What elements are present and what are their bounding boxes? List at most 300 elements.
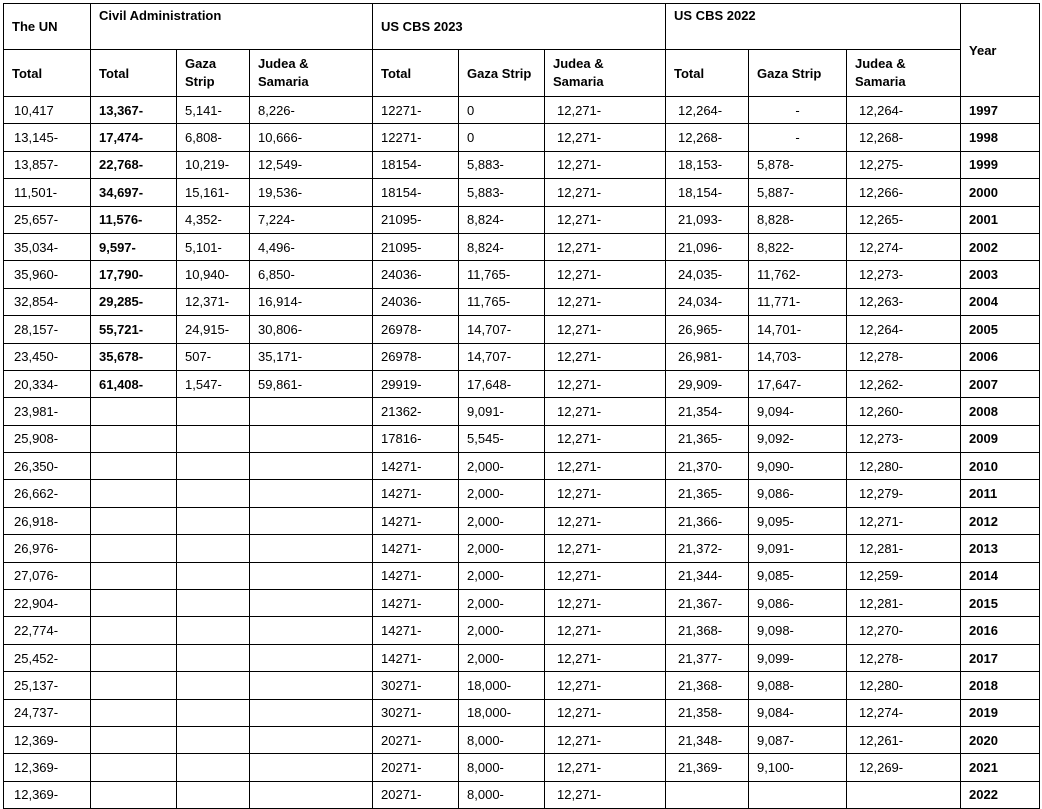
- table-row: [4, 124, 1040, 151]
- cell-cbs2022-gaza: 9,088-: [749, 672, 847, 699]
- cell-cbs2023-judea-samaria: 12,271-: [545, 562, 666, 589]
- cell-un-total: 22,904-: [4, 590, 91, 617]
- cell-year: 2000: [961, 179, 1040, 206]
- cell-year: 2006: [961, 343, 1040, 370]
- cell-cbs2022-gaza: 14,703-: [749, 343, 847, 370]
- table-row: [4, 644, 1040, 671]
- cell-cbs2023-gaza: 17,648-: [459, 370, 545, 397]
- subheader-cbs2023-total: Total: [373, 50, 459, 97]
- table-row: [4, 179, 1040, 206]
- cell-un-total: 26,918-: [4, 507, 91, 534]
- subheader-cbs2023-gaza: Gaza Strip: [459, 50, 545, 97]
- cell-civil-total: [91, 480, 177, 507]
- cell-cbs2022-judea-samaria: 12,269-: [847, 754, 961, 781]
- cell-civil-judea-samaria: [250, 726, 373, 753]
- header-us-cbs-2023: US CBS 2023: [373, 4, 666, 50]
- table-row: [4, 453, 1040, 480]
- cell-cbs2022-total: 21,372-: [666, 535, 749, 562]
- cell-year: 2003: [961, 261, 1040, 288]
- cell-cbs2022-gaza: 9,086-: [749, 480, 847, 507]
- cell-cbs2023-total: 18154-: [373, 151, 459, 178]
- cell-civil-total: 17,790-: [91, 261, 177, 288]
- cell-cbs2022-total: 21,368-: [666, 617, 749, 644]
- cell-cbs2023-total: 21095-: [373, 206, 459, 233]
- subheader-civil-total: Total: [91, 50, 177, 97]
- cell-year: 2016: [961, 617, 1040, 644]
- table-row: [4, 206, 1040, 233]
- table-row: [4, 316, 1040, 343]
- cell-cbs2022-gaza: 9,091-: [749, 535, 847, 562]
- cell-civil-judea-samaria: 12,549-: [250, 151, 373, 178]
- cell-cbs2023-gaza: 0: [459, 124, 545, 151]
- cell-cbs2023-judea-samaria: 12,271-: [545, 672, 666, 699]
- cell-cbs2022-total: 21,358-: [666, 699, 749, 726]
- cell-civil-total: 11,576-: [91, 206, 177, 233]
- cell-cbs2023-total: 20271-: [373, 781, 459, 808]
- cell-cbs2022-judea-samaria: 12,264-: [847, 316, 961, 343]
- subheader-cbs2023-js-text: Judea & Samaria: [553, 56, 604, 89]
- cell-cbs2022-gaza: 9,090-: [749, 453, 847, 480]
- cell-civil-judea-samaria: 19,536-: [250, 179, 373, 206]
- cell-civil-gaza: [177, 754, 250, 781]
- cell-civil-gaza: [177, 590, 250, 617]
- table-row: [4, 699, 1040, 726]
- cell-un-total: 11,501-: [4, 179, 91, 206]
- table-row: [4, 754, 1040, 781]
- cell-civil-total: [91, 398, 177, 425]
- cell-civil-total: 34,697-: [91, 179, 177, 206]
- cell-civil-judea-samaria: [250, 535, 373, 562]
- cell-cbs2022-judea-samaria: [847, 781, 961, 808]
- subheader-cbs2022-judea-samaria: [847, 50, 961, 97]
- cell-civil-gaza: 4,352-: [177, 206, 250, 233]
- cell-un-total: 12,369-: [4, 726, 91, 753]
- cell-cbs2023-gaza: 5,883-: [459, 151, 545, 178]
- table-row: [4, 343, 1040, 370]
- cell-cbs2022-total: 21,369-: [666, 754, 749, 781]
- cell-cbs2023-total: 14271-: [373, 453, 459, 480]
- subheader-cbs2022-gaza: Gaza Strip: [749, 50, 847, 97]
- cell-cbs2023-judea-samaria: 12,271-: [545, 535, 666, 562]
- cell-civil-total: [91, 672, 177, 699]
- cell-cbs2023-judea-samaria: 12,271-: [545, 288, 666, 315]
- cell-cbs2023-gaza: 2,000-: [459, 590, 545, 617]
- cell-cbs2022-judea-samaria: 12,281-: [847, 590, 961, 617]
- table-row: [4, 233, 1040, 260]
- cell-civil-total: 61,408-: [91, 370, 177, 397]
- cell-cbs2022-judea-samaria: 12,278-: [847, 343, 961, 370]
- table-row: [4, 288, 1040, 315]
- cell-year: 2001: [961, 206, 1040, 233]
- cell-un-total: 22,774-: [4, 617, 91, 644]
- cell-cbs2023-gaza: 8,000-: [459, 781, 545, 808]
- cell-year: 2017: [961, 644, 1040, 671]
- cell-civil-judea-samaria: 35,171-: [250, 343, 373, 370]
- cell-cbs2022-gaza: 9,098-: [749, 617, 847, 644]
- table-row: [4, 562, 1040, 589]
- cell-year: 2021: [961, 754, 1040, 781]
- cell-cbs2022-judea-samaria: 12,273-: [847, 261, 961, 288]
- cell-civil-gaza: [177, 672, 250, 699]
- table-row: [4, 781, 1040, 808]
- cell-cbs2023-judea-samaria: 12,271-: [545, 644, 666, 671]
- cell-civil-gaza: 5,141-: [177, 97, 250, 124]
- cell-civil-total: 35,678-: [91, 343, 177, 370]
- cell-civil-total: [91, 726, 177, 753]
- cell-civil-judea-samaria: [250, 398, 373, 425]
- cell-civil-total: 29,285-: [91, 288, 177, 315]
- cell-cbs2022-total: 29,909-: [666, 370, 749, 397]
- cell-cbs2023-gaza: 18,000-: [459, 672, 545, 699]
- cell-cbs2022-gaza: 8,822-: [749, 233, 847, 260]
- cell-un-total: 26,350-: [4, 453, 91, 480]
- cell-civil-gaza: [177, 480, 250, 507]
- cell-cbs2023-total: 21362-: [373, 398, 459, 425]
- cell-cbs2023-total: 24036-: [373, 288, 459, 315]
- cell-cbs2022-total: 12,268-: [666, 124, 749, 151]
- cell-civil-judea-samaria: [250, 507, 373, 534]
- cell-cbs2022-total: 21,348-: [666, 726, 749, 753]
- cell-cbs2023-total: 14271-: [373, 480, 459, 507]
- cell-cbs2023-total: 24036-: [373, 261, 459, 288]
- cell-cbs2022-judea-samaria: 12,270-: [847, 617, 961, 644]
- cell-year: 1999: [961, 151, 1040, 178]
- cell-civil-judea-samaria: [250, 754, 373, 781]
- cell-cbs2022-judea-samaria: 12,274-: [847, 699, 961, 726]
- cell-year: 2012: [961, 507, 1040, 534]
- cell-civil-total: 55,721-: [91, 316, 177, 343]
- cell-cbs2023-gaza: 2,000-: [459, 644, 545, 671]
- cell-cbs2023-gaza: 8,824-: [459, 233, 545, 260]
- cell-cbs2023-total: 20271-: [373, 754, 459, 781]
- cell-civil-judea-samaria: [250, 699, 373, 726]
- cell-cbs2022-judea-samaria: 12,273-: [847, 425, 961, 452]
- cell-un-total: 23,981-: [4, 398, 91, 425]
- cell-civil-judea-samaria: [250, 672, 373, 699]
- cell-cbs2023-total: 17816-: [373, 425, 459, 452]
- cell-cbs2022-total: 21,367-: [666, 590, 749, 617]
- cell-cbs2023-judea-samaria: 12,271-: [545, 480, 666, 507]
- cell-cbs2022-gaza: 9,087-: [749, 726, 847, 753]
- cell-un-total: 25,137-: [4, 672, 91, 699]
- cell-cbs2022-total: 21,093-: [666, 206, 749, 233]
- cell-civil-gaza: 10,940-: [177, 261, 250, 288]
- cell-cbs2022-total: 21,365-: [666, 425, 749, 452]
- cell-un-total: 23,450-: [4, 343, 91, 370]
- cell-cbs2022-gaza: -: [749, 97, 847, 124]
- cell-cbs2022-judea-samaria: 12,266-: [847, 179, 961, 206]
- cell-civil-gaza: [177, 453, 250, 480]
- cell-cbs2022-total: 26,981-: [666, 343, 749, 370]
- cell-cbs2022-judea-samaria: 12,260-: [847, 398, 961, 425]
- cell-civil-judea-samaria: 4,496-: [250, 233, 373, 260]
- cell-cbs2023-judea-samaria: 12,271-: [545, 124, 666, 151]
- table-header: [4, 4, 1040, 97]
- cell-cbs2023-total: 29919-: [373, 370, 459, 397]
- cell-un-total: 25,452-: [4, 644, 91, 671]
- cell-cbs2022-total: 26,965-: [666, 316, 749, 343]
- cell-year: 1997: [961, 97, 1040, 124]
- cell-cbs2023-gaza: 5,545-: [459, 425, 545, 452]
- cell-cbs2022-judea-samaria: 12,280-: [847, 672, 961, 699]
- cell-civil-total: 13,367-: [91, 97, 177, 124]
- table-row: [4, 261, 1040, 288]
- cell-civil-judea-samaria: [250, 617, 373, 644]
- cell-civil-judea-samaria: [250, 453, 373, 480]
- cell-cbs2023-judea-samaria: 12,271-: [545, 590, 666, 617]
- cell-cbs2023-total: 14271-: [373, 507, 459, 534]
- cell-civil-judea-samaria: 16,914-: [250, 288, 373, 315]
- cell-civil-gaza: 507-: [177, 343, 250, 370]
- cell-cbs2022-total: 21,365-: [666, 480, 749, 507]
- cell-cbs2023-judea-samaria: 12,271-: [545, 233, 666, 260]
- cell-un-total: 26,662-: [4, 480, 91, 507]
- header-civil-administration: Civil Administration: [91, 4, 373, 50]
- cell-civil-judea-samaria: 10,666-: [250, 124, 373, 151]
- cell-cbs2023-judea-samaria: 12,271-: [545, 699, 666, 726]
- cell-un-total: 32,854-: [4, 288, 91, 315]
- cell-cbs2023-gaza: 2,000-: [459, 507, 545, 534]
- cell-cbs2023-total: 18154-: [373, 179, 459, 206]
- cell-cbs2022-total: 24,035-: [666, 261, 749, 288]
- cell-cbs2023-gaza: 2,000-: [459, 562, 545, 589]
- cell-civil-gaza: 15,161-: [177, 179, 250, 206]
- cell-year: 2022: [961, 781, 1040, 808]
- cell-un-total: 13,857-: [4, 151, 91, 178]
- cell-cbs2022-judea-samaria: 12,262-: [847, 370, 961, 397]
- cell-cbs2022-total: [666, 781, 749, 808]
- cell-cbs2023-judea-samaria: 12,271-: [545, 261, 666, 288]
- cell-un-total: 26,976-: [4, 535, 91, 562]
- cell-year: 2011: [961, 480, 1040, 507]
- cell-cbs2023-judea-samaria: 12,271-: [545, 453, 666, 480]
- cell-civil-total: [91, 562, 177, 589]
- cell-cbs2022-total: 21,370-: [666, 453, 749, 480]
- subheader-civil-js-text: Judea & Samaria: [258, 56, 309, 89]
- cell-civil-gaza: [177, 535, 250, 562]
- cell-civil-judea-samaria: [250, 480, 373, 507]
- cell-un-total: 24,737-: [4, 699, 91, 726]
- cell-cbs2022-gaza: 9,095-: [749, 507, 847, 534]
- cell-cbs2022-gaza: 8,828-: [749, 206, 847, 233]
- data-table: [3, 3, 1040, 809]
- cell-un-total: 12,369-: [4, 781, 91, 808]
- cell-civil-gaza: [177, 726, 250, 753]
- cell-cbs2023-judea-samaria: 12,271-: [545, 726, 666, 753]
- cell-cbs2023-gaza: 11,765-: [459, 261, 545, 288]
- cell-cbs2023-judea-samaria: 12,271-: [545, 425, 666, 452]
- cell-cbs2022-judea-samaria: 12,271-: [847, 507, 961, 534]
- cell-year: 2018: [961, 672, 1040, 699]
- cell-cbs2022-judea-samaria: 12,259-: [847, 562, 961, 589]
- cell-civil-judea-samaria: [250, 644, 373, 671]
- cell-cbs2022-total: 21,344-: [666, 562, 749, 589]
- table-row: [4, 507, 1040, 534]
- cell-cbs2022-judea-samaria: 12,280-: [847, 453, 961, 480]
- header-year: Year: [961, 4, 1040, 97]
- cell-cbs2022-judea-samaria: 12,281-: [847, 535, 961, 562]
- table-row: [4, 151, 1040, 178]
- cell-cbs2023-gaza: 2,000-: [459, 535, 545, 562]
- cell-cbs2023-total: 26978-: [373, 343, 459, 370]
- cell-cbs2022-judea-samaria: 12,263-: [847, 288, 961, 315]
- cell-civil-gaza: [177, 507, 250, 534]
- cell-cbs2023-gaza: 8,824-: [459, 206, 545, 233]
- cell-cbs2022-total: 18,154-: [666, 179, 749, 206]
- cell-civil-gaza: [177, 644, 250, 671]
- cell-un-total: 25,657-: [4, 206, 91, 233]
- cell-cbs2022-judea-samaria: 12,265-: [847, 206, 961, 233]
- cell-cbs2023-total: 12271-: [373, 124, 459, 151]
- table-row: [4, 726, 1040, 753]
- cell-civil-gaza: [177, 562, 250, 589]
- cell-civil-judea-samaria: 6,850-: [250, 261, 373, 288]
- cell-cbs2023-judea-samaria: 12,271-: [545, 617, 666, 644]
- cell-year: 2014: [961, 562, 1040, 589]
- cell-civil-judea-samaria: 8,226-: [250, 97, 373, 124]
- subheader-cbs2023-judea-samaria: [545, 50, 666, 97]
- subheader-civil-gaza: [177, 50, 250, 97]
- cell-year: 2008: [961, 398, 1040, 425]
- cell-civil-total: [91, 617, 177, 644]
- cell-cbs2023-judea-samaria: 12,271-: [545, 370, 666, 397]
- cell-cbs2023-gaza: 5,883-: [459, 179, 545, 206]
- table-row: [4, 672, 1040, 699]
- cell-cbs2022-judea-samaria: 12,279-: [847, 480, 961, 507]
- cell-civil-gaza: [177, 781, 250, 808]
- cell-cbs2023-gaza: 0: [459, 97, 545, 124]
- cell-un-total: 12,369-: [4, 754, 91, 781]
- cell-cbs2023-judea-samaria: 12,271-: [545, 507, 666, 534]
- cell-cbs2023-judea-samaria: 12,271-: [545, 316, 666, 343]
- cell-cbs2023-judea-samaria: 12,271-: [545, 343, 666, 370]
- cell-cbs2023-total: 30271-: [373, 672, 459, 699]
- header-un: The UN: [4, 4, 91, 50]
- cell-cbs2023-gaza: 2,000-: [459, 453, 545, 480]
- cell-cbs2022-judea-samaria: 12,278-: [847, 644, 961, 671]
- cell-cbs2023-judea-samaria: 12,271-: [545, 97, 666, 124]
- cell-civil-gaza: 10,219-: [177, 151, 250, 178]
- cell-un-total: 20,334-: [4, 370, 91, 397]
- cell-un-total: 10,417: [4, 97, 91, 124]
- cell-cbs2022-judea-samaria: 12,268-: [847, 124, 961, 151]
- cell-year: 2010: [961, 453, 1040, 480]
- header-us-cbs-2022: US CBS 2022: [666, 4, 961, 50]
- cell-civil-judea-samaria: 30,806-: [250, 316, 373, 343]
- cell-civil-judea-samaria: [250, 562, 373, 589]
- cell-civil-total: 9,597-: [91, 233, 177, 260]
- cell-cbs2022-gaza: 14,701-: [749, 316, 847, 343]
- cell-year: 2005: [961, 316, 1040, 343]
- cell-cbs2022-total: 21,096-: [666, 233, 749, 260]
- cell-cbs2023-total: 26978-: [373, 316, 459, 343]
- cell-cbs2022-gaza: [749, 781, 847, 808]
- cell-cbs2022-gaza: 9,085-: [749, 562, 847, 589]
- cell-cbs2022-gaza: 9,092-: [749, 425, 847, 452]
- cell-cbs2023-gaza: 8,000-: [459, 754, 545, 781]
- subheader-cbs2022-js-text: Judea & Samaria: [855, 56, 906, 89]
- cell-civil-gaza: [177, 699, 250, 726]
- cell-cbs2022-judea-samaria: 12,275-: [847, 151, 961, 178]
- cell-civil-gaza: 6,808-: [177, 124, 250, 151]
- cell-civil-total: 22,768-: [91, 151, 177, 178]
- table-row: [4, 398, 1040, 425]
- cell-un-total: 35,960-: [4, 261, 91, 288]
- cell-cbs2022-gaza: 9,094-: [749, 398, 847, 425]
- cell-cbs2022-gaza: 5,878-: [749, 151, 847, 178]
- cell-civil-judea-samaria: 7,224-: [250, 206, 373, 233]
- cell-civil-gaza: 24,915-: [177, 316, 250, 343]
- table-row: [4, 97, 1040, 124]
- cell-cbs2022-total: 18,153-: [666, 151, 749, 178]
- cell-cbs2022-gaza: 17,647-: [749, 370, 847, 397]
- table-row: [4, 617, 1040, 644]
- cell-cbs2023-gaza: 9,091-: [459, 398, 545, 425]
- cell-un-total: 28,157-: [4, 316, 91, 343]
- cell-civil-judea-samaria: 59,861-: [250, 370, 373, 397]
- cell-cbs2023-total: 14271-: [373, 590, 459, 617]
- cell-civil-total: [91, 644, 177, 671]
- cell-cbs2023-gaza: 2,000-: [459, 480, 545, 507]
- cell-cbs2023-judea-samaria: 12,271-: [545, 398, 666, 425]
- cell-cbs2023-total: 30271-: [373, 699, 459, 726]
- table-row: [4, 590, 1040, 617]
- cell-civil-judea-samaria: [250, 425, 373, 452]
- cell-cbs2022-gaza: 11,771-: [749, 288, 847, 315]
- cell-cbs2023-total: 14271-: [373, 644, 459, 671]
- cell-cbs2023-gaza: 14,707-: [459, 343, 545, 370]
- cell-cbs2023-total: 20271-: [373, 726, 459, 753]
- cell-civil-total: [91, 425, 177, 452]
- cell-cbs2022-total: 24,034-: [666, 288, 749, 315]
- cell-cbs2022-judea-samaria: 12,264-: [847, 97, 961, 124]
- cell-civil-gaza: 5,101-: [177, 233, 250, 260]
- cell-civil-gaza: 1,547-: [177, 370, 250, 397]
- subheader-un-total: Total: [4, 50, 91, 97]
- cell-civil-gaza: [177, 398, 250, 425]
- cell-year: 2013: [961, 535, 1040, 562]
- cell-cbs2022-gaza: 9,086-: [749, 590, 847, 617]
- cell-un-total: 25,908-: [4, 425, 91, 452]
- cell-cbs2022-total: 21,366-: [666, 507, 749, 534]
- cell-cbs2022-gaza: -: [749, 124, 847, 151]
- table-row: [4, 370, 1040, 397]
- cell-cbs2022-judea-samaria: 12,261-: [847, 726, 961, 753]
- cell-cbs2022-gaza: 9,084-: [749, 699, 847, 726]
- cell-year: 2009: [961, 425, 1040, 452]
- cell-civil-total: [91, 754, 177, 781]
- cell-year: 2004: [961, 288, 1040, 315]
- table-row: [4, 480, 1040, 507]
- cell-year: 2020: [961, 726, 1040, 753]
- table-row: [4, 425, 1040, 452]
- cell-cbs2023-total: 14271-: [373, 617, 459, 644]
- cell-cbs2023-judea-samaria: 12,271-: [545, 179, 666, 206]
- subheader-cbs2022-total: Total: [666, 50, 749, 97]
- cell-cbs2023-gaza: 18,000-: [459, 699, 545, 726]
- cell-civil-total: [91, 590, 177, 617]
- cell-un-total: 13,145-: [4, 124, 91, 151]
- cell-cbs2023-gaza: 14,707-: [459, 316, 545, 343]
- cell-civil-total: [91, 507, 177, 534]
- cell-civil-total: [91, 535, 177, 562]
- cell-civil-total: [91, 453, 177, 480]
- cell-cbs2023-total: 12271-: [373, 97, 459, 124]
- table-body: [4, 97, 1040, 809]
- cell-cbs2023-judea-samaria: 12,271-: [545, 754, 666, 781]
- cell-cbs2022-total: 12,264-: [666, 97, 749, 124]
- subheader-civil-gaza-text: Gaza Strip: [185, 56, 217, 89]
